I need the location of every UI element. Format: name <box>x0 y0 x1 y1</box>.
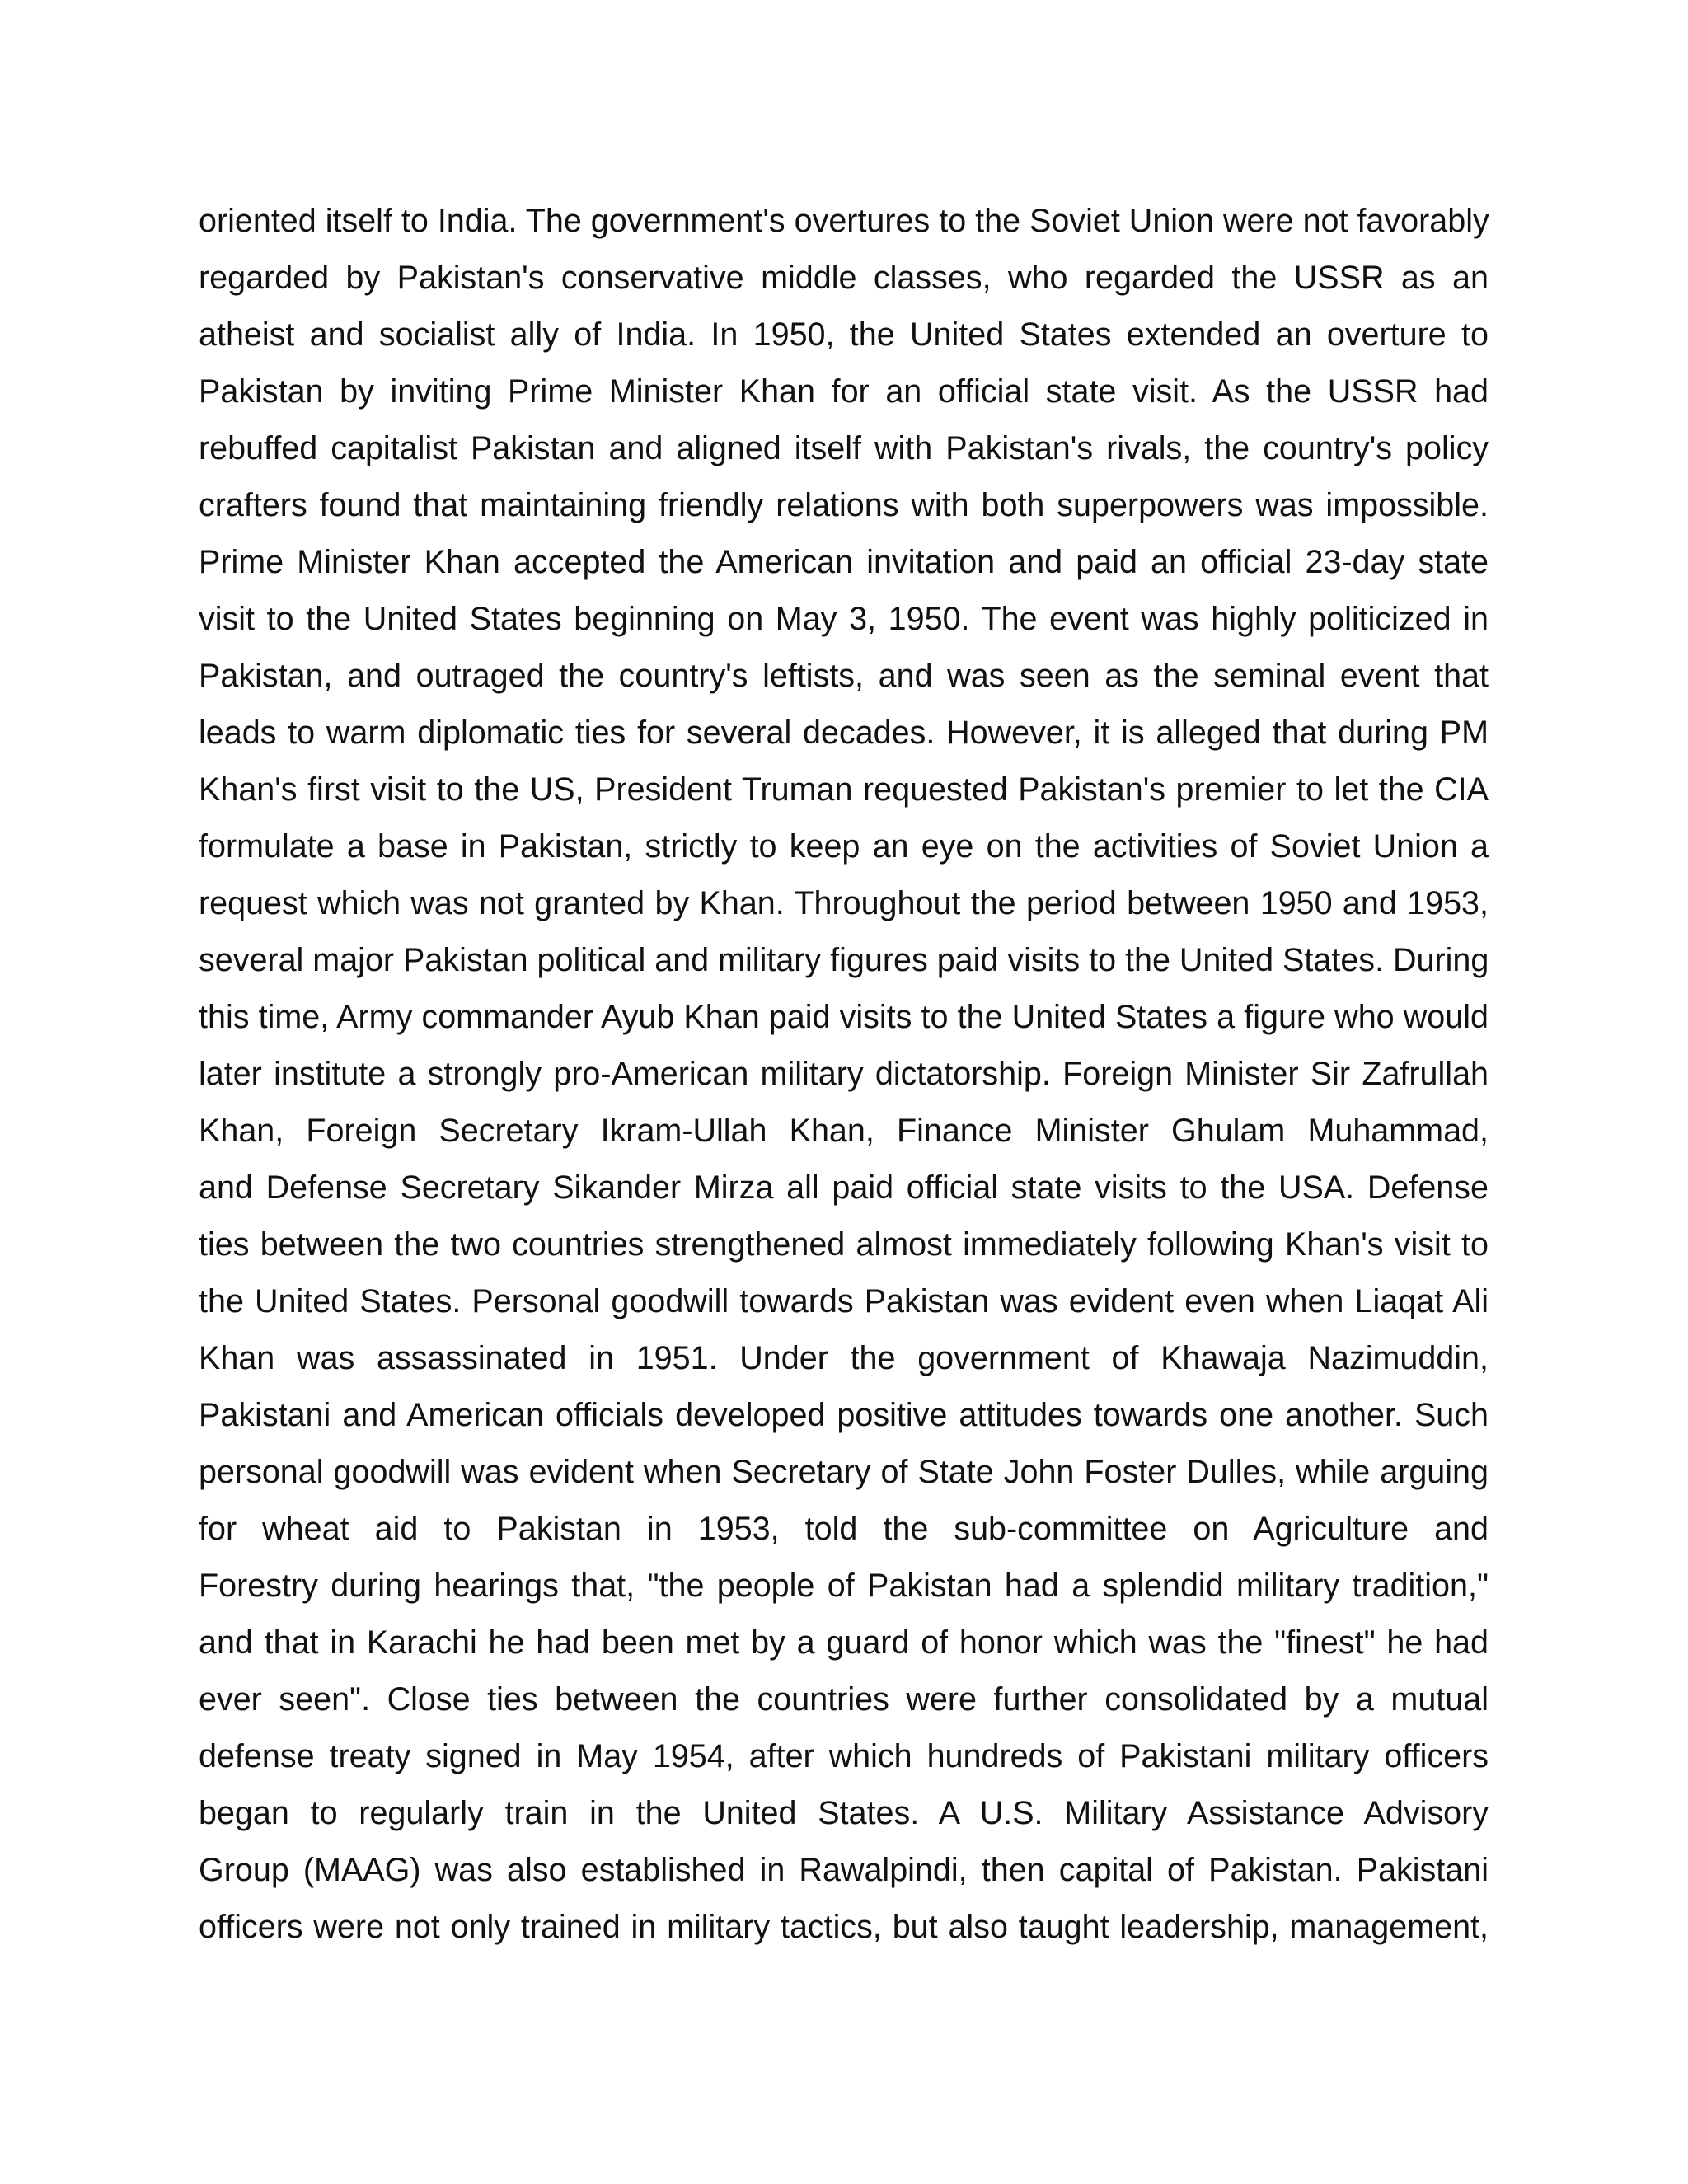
text-line: Group (MAAG) was also established in Rawalpindi, then capital of Pakistan. Pakistani <box>199 1852 1489 1888</box>
body-text <box>199 193 1489 1956</box>
text-line: ever seen". Close ties between the countries were further consolidated by a mutual <box>199 1681 1489 1718</box>
text-line: atheist and socialist ally of India. In 1950, the United States extended an overture to <box>199 316 1489 353</box>
text-line: this time, Army commander Ayub Khan paid visits to the United States a figure who would <box>199 999 1489 1035</box>
text-line: several major Pakistan political and military figures paid visits to the United States. During <box>199 942 1489 978</box>
text-line: personal goodwill was evident when Secretary of State John Foster Dulles, while arguing <box>199 1454 1489 1490</box>
text-line: Pakistan, and outraged the country's leftists, and was seen as the seminal event that <box>199 658 1489 694</box>
text-line: defense treaty signed in May 1954, after which hundreds of Pakistani military officers <box>199 1738 1489 1774</box>
text-line: Khan was assassinated in 1951. Under the government of Khawaja Nazimuddin, <box>199 1340 1489 1376</box>
text-line: later institute a strongly pro-American military dictatorship. Foreign Minister Sir Zafrullah <box>199 1056 1489 1092</box>
text-line: and Defense Secretary Sikander Mirza all paid official state visits to the USA. Defense <box>199 1169 1489 1206</box>
text-line: rebuffed capitalist Pakistan and aligned itself with Pakistan's rivals, the country's policy <box>199 430 1489 466</box>
text-line: Pakistani and American officials developed positive attitudes towards one another. Such <box>199 1397 1489 1433</box>
text-line: ties between the two countries strengthened almost immediately following Khan's visit to <box>199 1226 1489 1263</box>
text-line: and that in Karachi he had been met by a guard of honor which was the "finest" he had <box>199 1624 1489 1661</box>
text-line: Prime Minister Khan accepted the American invitation and paid an official 23-day state <box>199 544 1489 580</box>
text-line: the United States. Personal goodwill towards Pakistan was evident even when Liaqat Ali <box>199 1283 1489 1319</box>
text-line: visit to the United States beginning on May 3, 1950. The event was highly politicized in <box>199 601 1489 637</box>
text-line: Khan's first visit to the US, President Truman requested Pakistan's premier to let the CIA <box>199 771 1489 808</box>
text-line: regarded by Pakistan's conservative middle classes, who regarded the USSR as an <box>199 260 1489 296</box>
text-line: Pakistan by inviting Prime Minister Khan for an official state visit. As the USSR had <box>199 373 1489 410</box>
text-line: began to regularly train in the United States. A U.S. Military Assistance Advisory <box>199 1795 1489 1831</box>
text-line: leads to warm diplomatic ties for several decades. However, it is alleged that during PM <box>199 715 1489 751</box>
text-line: for wheat aid to Pakistan in 1953, told the sub-committee on Agriculture and <box>199 1511 1489 1547</box>
text-line: Forestry during hearings that, "the people of Pakistan had a splendid military tradition," <box>199 1568 1489 1604</box>
text-line: officers were not only trained in military tactics, but also taught leadership, management, <box>199 1909 1489 1945</box>
text-line: request which was not granted by Khan. Throughout the period between 1950 and 1953, <box>199 885 1489 921</box>
text-line: crafters found that maintaining friendly relations with both superpowers was impossible. <box>199 487 1489 523</box>
text-line: formulate a base in Pakistan, strictly to keep an eye on the activities of Soviet Union a <box>199 828 1489 865</box>
text-line: oriented itself to India. The government's overtures to the Soviet Union were not favorably <box>199 203 1489 239</box>
text-line: Khan, Foreign Secretary Ikram-Ullah Khan, Finance Minister Ghulam Muhammad, <box>199 1113 1489 1149</box>
